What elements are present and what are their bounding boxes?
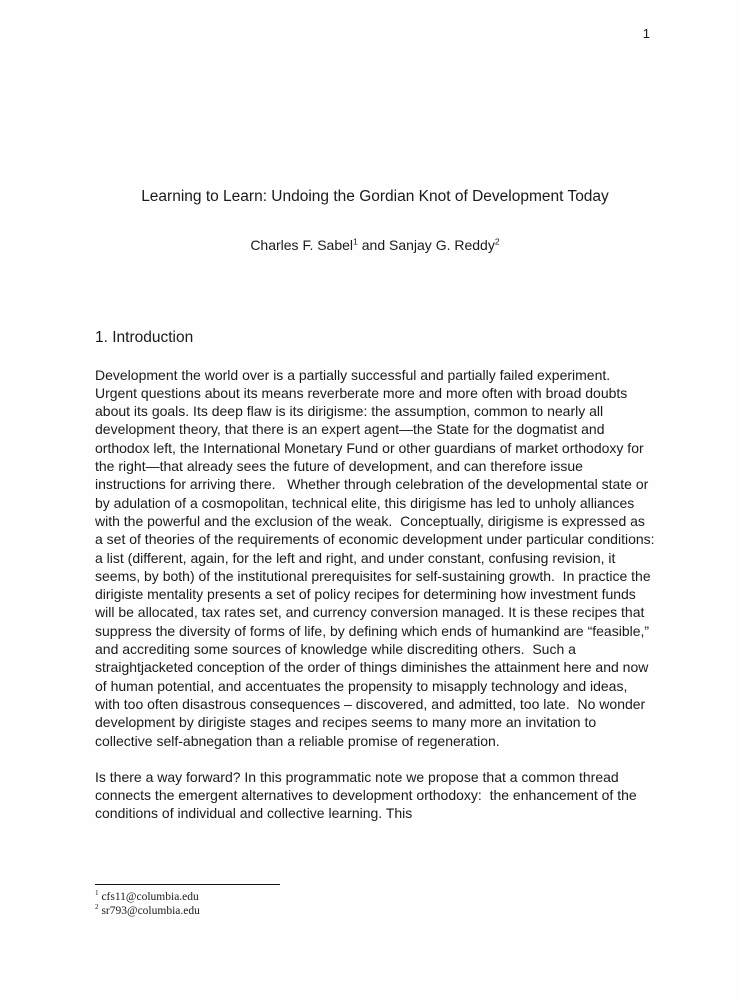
footnote-2 [95, 904, 655, 918]
author-2-name: Sanjay G. Reddy [389, 236, 495, 253]
authors-line [95, 237, 655, 253]
footnote-2-text: sr793@columbia.edu [101, 905, 200, 917]
authors-separator: and [357, 236, 389, 253]
paper-title: Learning to Learn: Undoing the Gordian Knot of Development Today [141, 188, 609, 205]
footnote-1-marker: 1 [95, 889, 99, 898]
footnote-separator-line [95, 884, 280, 885]
page-number: 1 [642, 26, 650, 41]
author-1-name: Charles F. Sabel [250, 236, 354, 253]
footnote-1 [95, 890, 655, 904]
paragraph-1: Development the world over is a partially successful and partially failed experiment. Urgent questions about its means reverberate more and more often with broad doubts about its goals. Its deep flaw is its dirigisme: the assumption, common to nearly all development theory, that there is an expert agent—the State for the dogmatist and orthodox left, the International Monetary Fund or other guardians of market orthodoxy for the right—that already sees the future of development, and can therefore issue instructions for arriving there. Whether through celebration of the developmental state or by adulation of a cosmopolitan, technical elite, this dirigisme has led to unholy alliances with the powerful and the exclusion of the weak. Conceptually, dirigisme is expressed as a set of theories of the requirements of economic development under particular conditions: a list (different, again, for the left and right, and under constant, confusing revision, it seems, by both) of the institutional prerequisites for self-sustaining growth. In practice the dirigiste mentality presents a set of policy recipes for determining how investment funds will be allocated, tax rates set, and currency conversion managed. It is these recipes that suppress the diversity of forms of life, by defining which ends of humankind are “feasible,” and accrediting some sources of knowledge while discrediting others. Such a straightjacketed conception of the order of things diminishes the attainment here and now of human potential, and accentuates the propensity to misapply technology and ideas, with too often disastrous consequences – discovered, and admitted, too late. No wonder development by dirigiste stages and recipes seems to many more an invitation to collective self-abnegation than a reliable promise of regeneration. [95, 366, 659, 749]
footnote-area [95, 884, 655, 918]
section-heading-introduction: 1. Introduction [95, 328, 194, 346]
author-1-footnote-marker: 1 [353, 235, 358, 246]
footnote-1-text: cfs11@columbia.edu [101, 891, 199, 903]
page-content [95, 0, 659, 823]
author-2-footnote-marker: 2 [494, 235, 500, 246]
footnote-2-marker: 2 [95, 903, 99, 912]
paragraph-2: Is there a way forward? In this programmatic note we propose that a common thread connects the emergent alternatives to development orthodoxy: the enhancement of the conditions of individual and collective learning. This [95, 768, 641, 822]
